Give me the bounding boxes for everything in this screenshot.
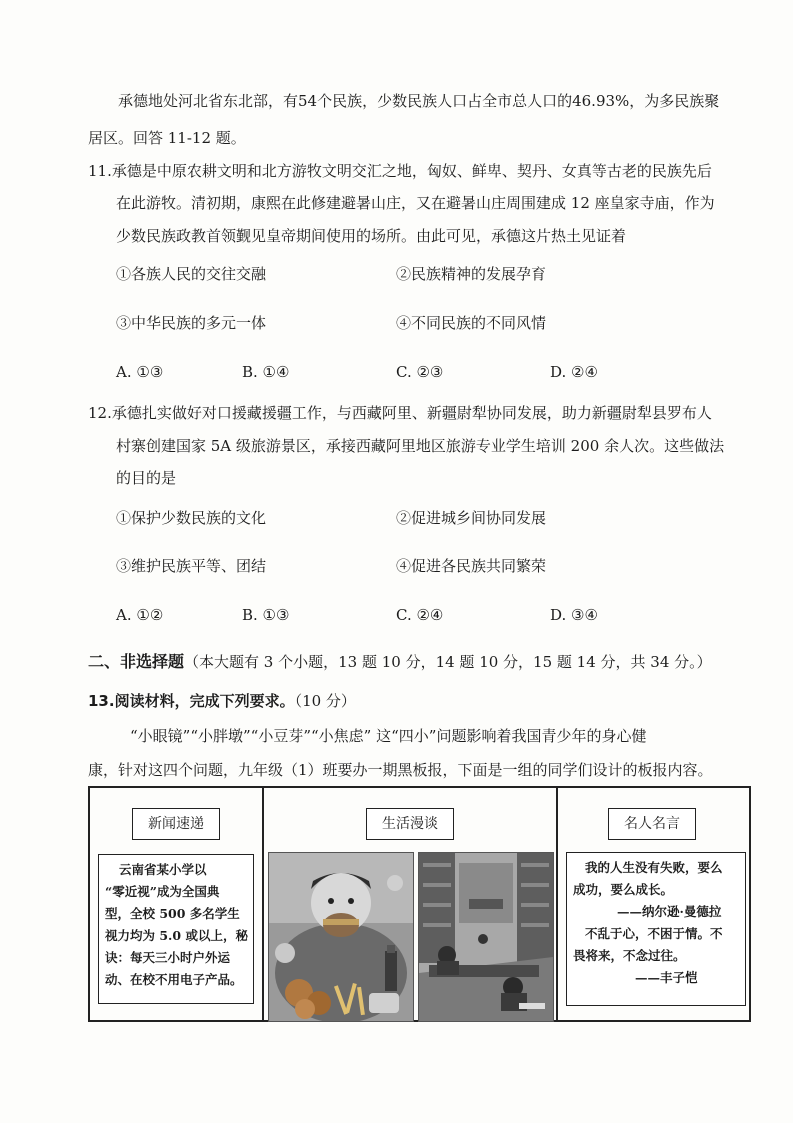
board-divider-left	[262, 788, 264, 1020]
q12-item-2: ②促进城乡间协同发展	[396, 509, 547, 527]
q11-stem-line-3: 少数民族政教首领觐见皇帝期间使用的场所。由此可见，承德这片热土见证着	[116, 227, 627, 245]
news-line: 动、在校不用电子产品。	[105, 972, 243, 987]
news-line: 型，全校 500 多名学生	[105, 906, 240, 921]
q11-item-2: ②民族精神的发展孕育	[396, 265, 547, 283]
quote-author: ——纳尔逊·曼德拉	[617, 904, 722, 919]
quote-line: 不乱于心，不困于情。不	[585, 926, 723, 941]
news-panel-card	[98, 854, 254, 1004]
q12-item-3: ③维护民族平等、团结	[116, 557, 267, 575]
overeating-child-image	[268, 852, 414, 1022]
quote-line: 我的人生没有失败，要么	[585, 860, 723, 875]
board-divider-right	[556, 788, 558, 1020]
section-2-title: 二、非选择题	[88, 652, 185, 671]
q12-stem-line-3: 的目的是	[116, 469, 177, 487]
life-panel-label: 生活漫谈	[366, 808, 454, 840]
library-reading-image	[418, 852, 554, 1022]
q13-title: 13.阅读材料，完成下列要求。	[88, 692, 295, 710]
q12-choice-a[interactable]: A. ①②	[116, 606, 164, 624]
q11-stem-line-1: 11.承德是中原农耕文明和北方游牧文明交汇之地，匈奴、鲜卑、契丹、女真等古老的民族先后	[88, 162, 712, 180]
quote-author: ——丰子恺	[635, 970, 698, 985]
quotes-panel-card	[566, 852, 746, 1006]
q12-choice-c[interactable]: C. ②④	[396, 606, 444, 624]
quotes-panel-label: 名人名言	[608, 808, 696, 840]
news-line: “零近视”成为全国典	[105, 884, 220, 899]
q11-choice-b[interactable]: B. ①④	[242, 363, 290, 381]
intro-line-1: 承德地处河北省东北部，有54个民族，少数民族人口占全市总人口的46.93%，为多民族聚	[118, 92, 720, 110]
q12-choice-d[interactable]: D. ③④	[550, 606, 598, 624]
q11-choice-c[interactable]: C. ②③	[396, 363, 444, 381]
q13-material-line-2: 康，针对这四个问题，九年级（1）班要办一期黑板报，下面是一组的同学们设计的板报内容。	[88, 761, 713, 779]
section-2-header	[88, 652, 712, 672]
q11-item-1: ①各族人民的交往交融	[116, 265, 267, 283]
quote-line: 成功，要么成长。	[573, 882, 674, 897]
news-line: 诀：每天三小时户外运	[105, 950, 231, 965]
q11-item-3: ③中华民族的多元一体	[116, 314, 267, 332]
q12-stem-line-1: 12.承德扎实做好对口援藏援疆工作，与西藏阿里、新疆尉犁协同发展，助力新疆尉犁县罗布人	[88, 404, 712, 422]
q11-choice-d[interactable]: D. ②④	[550, 363, 598, 381]
q12-stem-line-2: 村寨创建国家 5A 级旅游景区，承接西藏阿里地区旅游专业学生培训 200 余人次。这些做法	[116, 437, 725, 455]
q13-heading	[88, 691, 356, 711]
q11-choice-a[interactable]: A. ①③	[116, 363, 164, 381]
q12-item-1: ①保护少数民族的文化	[116, 509, 267, 527]
intro-line-2: 居区。回答 11-12 题。	[88, 129, 246, 147]
q12-choice-b[interactable]: B. ①③	[242, 606, 290, 624]
q13-material-line-1: “小眼镜”“小胖墩”“小豆芽”“小焦虑” 这“四小”问题影响着我国青少年的身心健	[130, 727, 647, 745]
section-2-note: （本大题有 3 个小题，13 题 10 分，14 题 10 分，15 题 14 分，共 34 分。）	[184, 653, 712, 671]
q12-item-4: ④促进各民族共同繁荣	[396, 557, 547, 575]
news-panel-label: 新闻速递	[132, 808, 220, 840]
blackboard-layout	[88, 786, 751, 1022]
news-line: 视力均为 5.0 或以上，秘	[105, 928, 248, 943]
q13-score: （10 分）	[294, 692, 356, 710]
news-line: 云南省某小学以	[119, 862, 207, 877]
q11-stem-line-2: 在此游牧。清初期，康熙在此修建避暑山庄，又在避暑山庄周围建成 12 座皇家寺庙，作为	[116, 194, 715, 212]
quote-line: 畏将来，不念过往。	[573, 948, 686, 963]
q11-item-4: ④不同民族的不同风情	[396, 314, 547, 332]
